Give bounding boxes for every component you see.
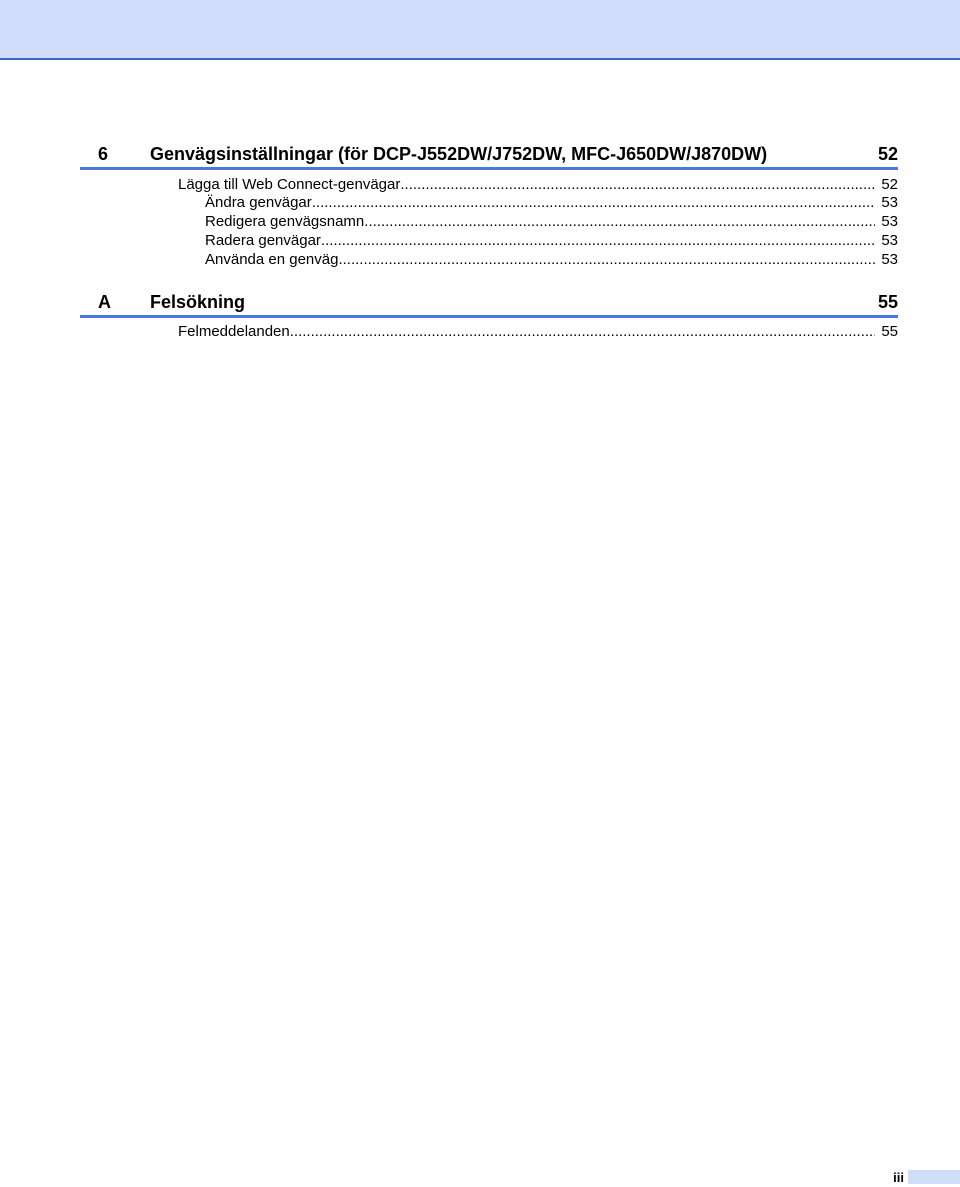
dot-leader [338, 250, 875, 269]
toc-entry[interactable] [178, 175, 898, 194]
footer-band [908, 1170, 960, 1184]
toc-entry-page: 53 [881, 232, 898, 249]
chapter-number: A [98, 292, 111, 312]
toc-entry-label: Felmeddelanden [178, 323, 290, 340]
dot-leader [321, 231, 875, 250]
toc-entry[interactable] [178, 322, 898, 341]
chapter-page-number: 55 [877, 292, 898, 312]
chapter-title: Felsökning [150, 292, 246, 312]
toc-chapter-heading[interactable] [80, 289, 898, 318]
footer-page-number: iii [893, 1170, 904, 1185]
chapter-page-number: 52 [877, 144, 898, 164]
toc-chapter-heading[interactable] [80, 141, 898, 170]
chapter-title: Genvägsinställningar (för DCP-J552DW/J752DW, MFC-J650DW/J870DW) [150, 144, 768, 164]
toc-entry-label: Lägga till Web Connect-genvägar [178, 176, 401, 193]
dot-leader [290, 322, 876, 341]
toc-entry-label: Ändra genvägar [205, 194, 312, 211]
toc-entry-page: 53 [881, 251, 898, 268]
toc-entry-label: Använda en genväg [205, 251, 339, 268]
header-band [0, 0, 960, 60]
chapter-number: 6 [98, 144, 109, 164]
toc-entry-page: 53 [881, 194, 898, 211]
toc-entry-label: Redigera genvägsnamn [205, 213, 365, 230]
toc-entry[interactable] [205, 193, 898, 212]
toc-entry-page: 55 [881, 323, 898, 340]
toc-entry-page: 52 [881, 176, 898, 193]
toc-entry-label: Radera genvägar [205, 232, 321, 249]
dot-leader [312, 193, 876, 212]
dot-leader [364, 212, 875, 231]
toc-entry[interactable] [205, 231, 898, 250]
toc-entry-page: 53 [881, 213, 898, 230]
dot-leader [400, 175, 875, 194]
toc-entry[interactable] [205, 250, 898, 269]
toc-entry[interactable] [205, 212, 898, 231]
